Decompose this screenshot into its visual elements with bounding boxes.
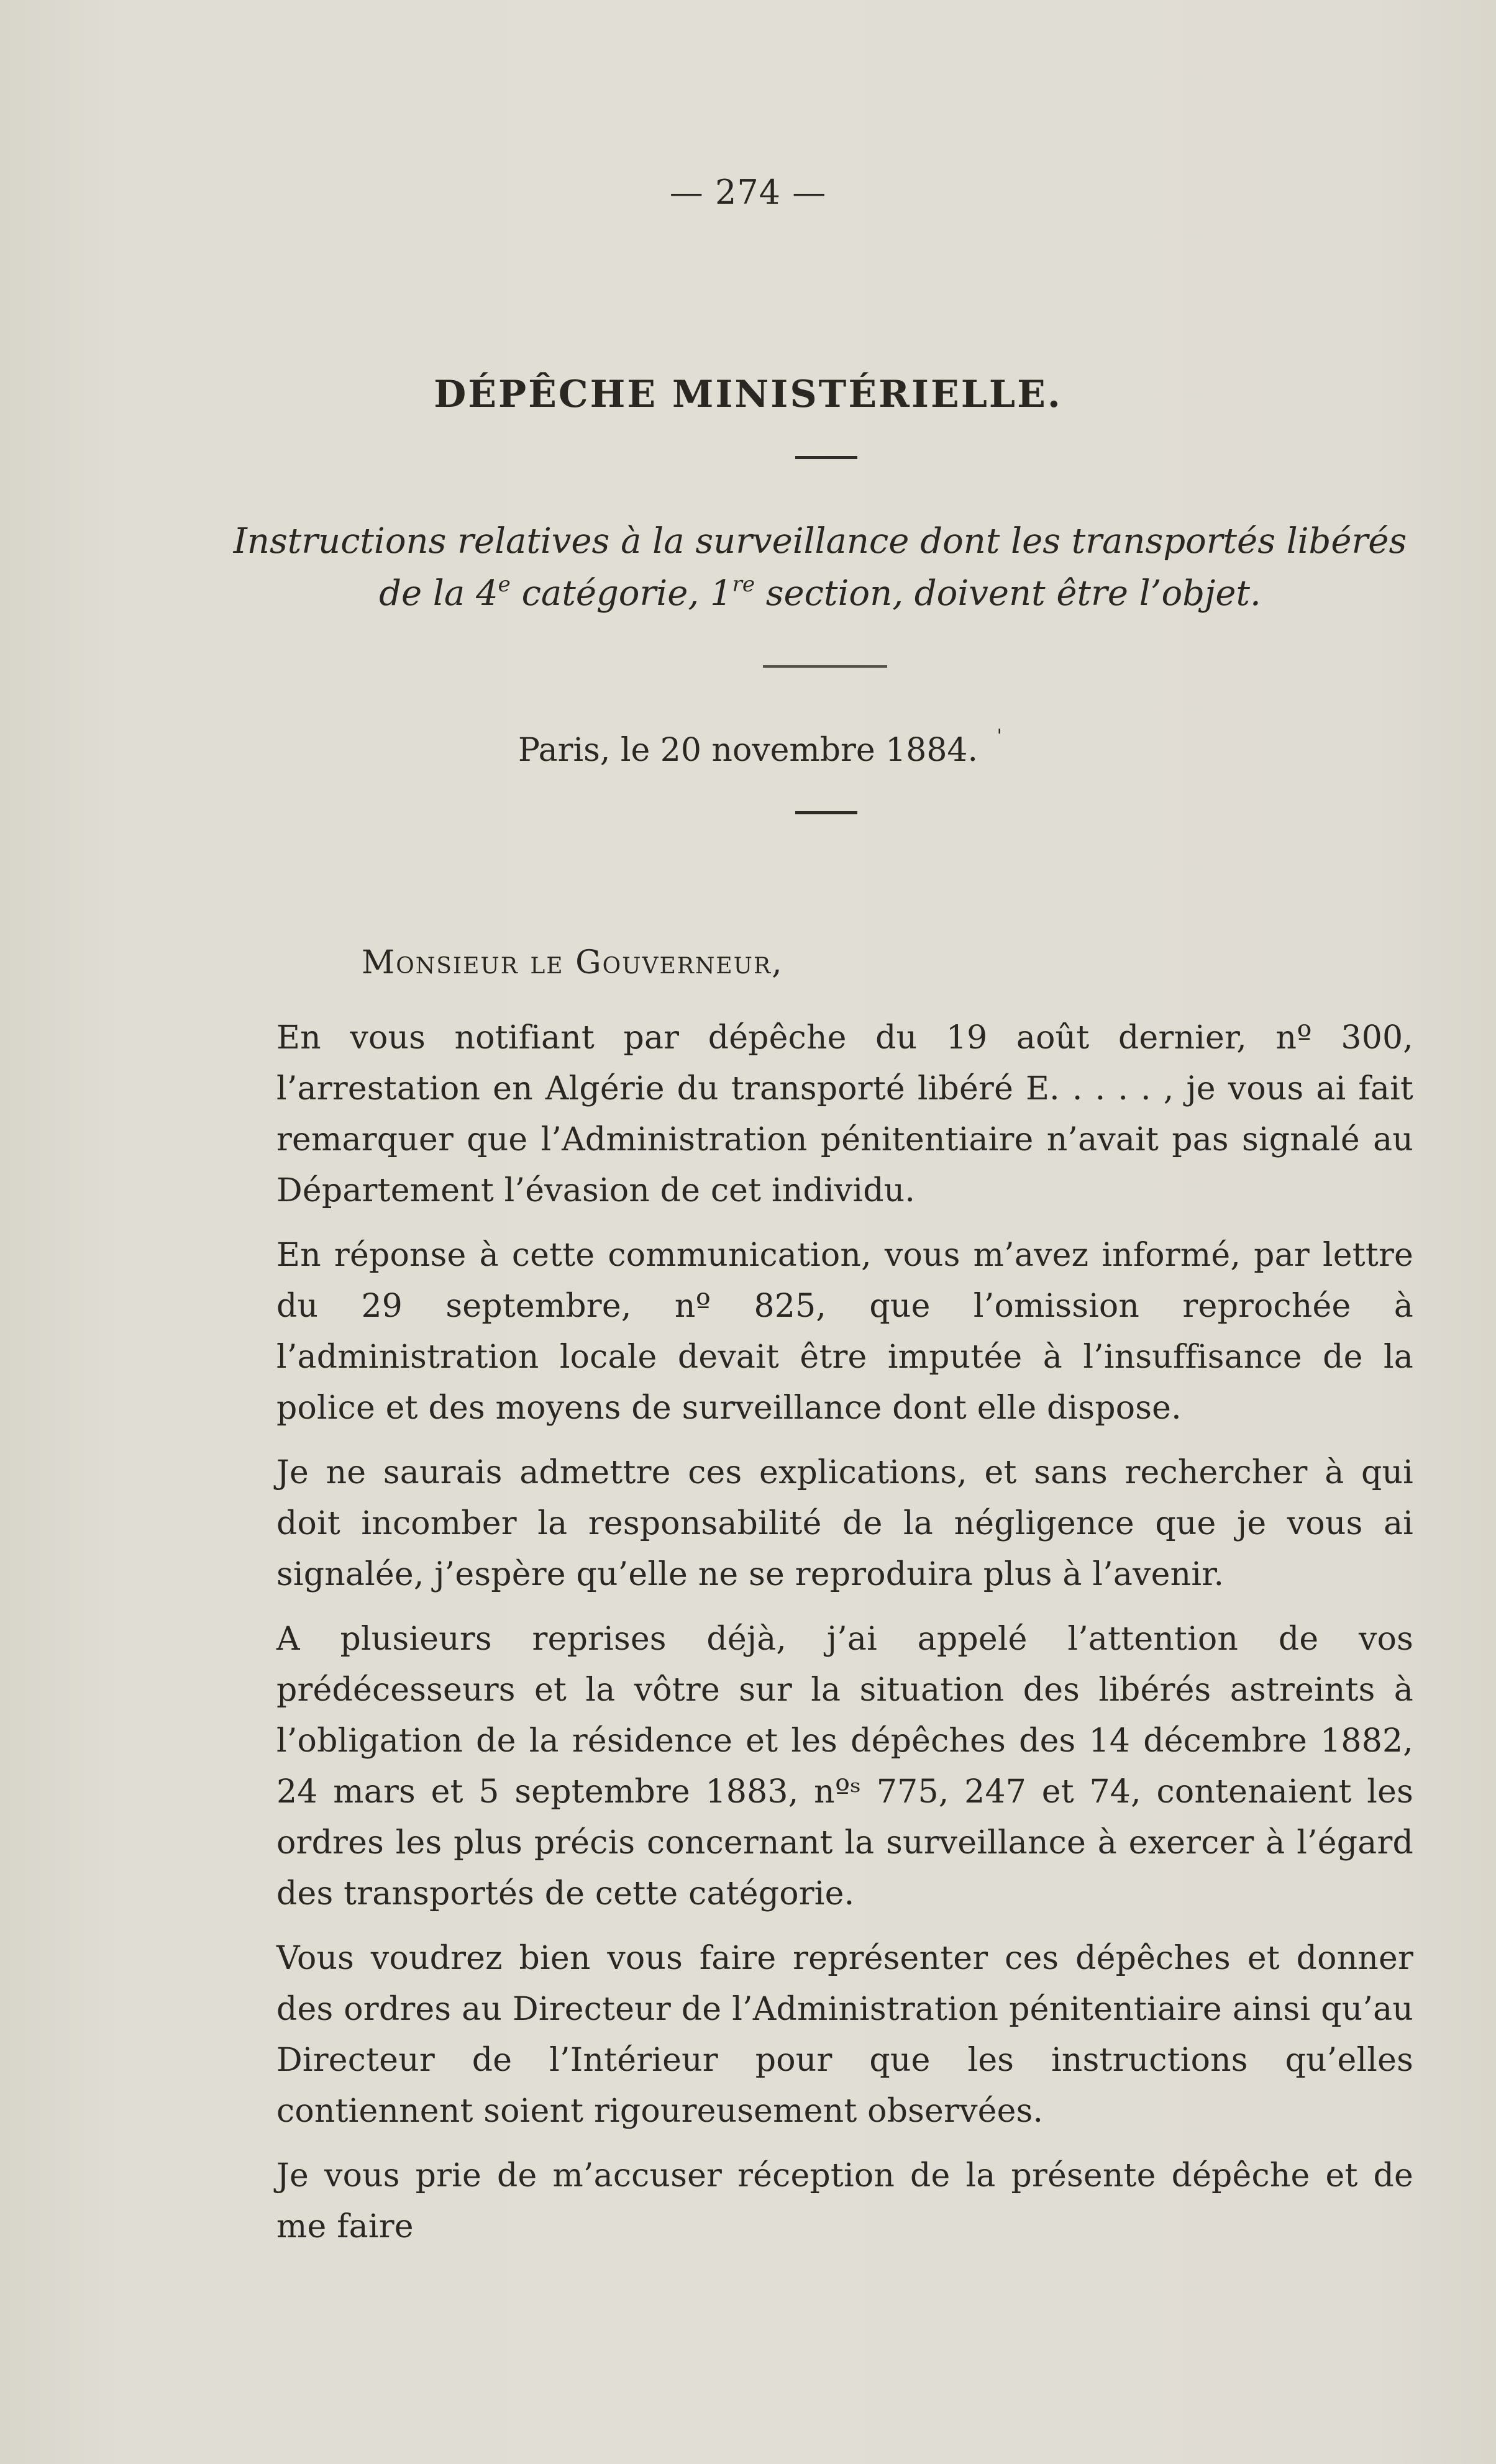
dateline-mark: ˈ [997,725,1003,750]
subtitle-line-2-part: catégorie, 1 [510,573,732,614]
subtitle-line-2 [224,568,1416,620]
dateline-text: Paris, le 20 novembre 1884. [518,732,978,769]
paragraph: Je ne saurais admettre ces explications, et sans rechercher à qui doit incomber la responsabilité de la négligence que je vous ai signalée, j’espère qu’elle ne se reproduira plus à l’avenir. [276,1454,1413,1593]
dateline [0,725,1496,769]
subtitle-superscript: re [732,572,755,597]
subtitle-rule [763,665,887,668]
page-number: — 274 — [669,173,827,212]
paragraph: Vous voudrez bien vous faire représenter ces dépêches et donner des ordres au Directeur de l’Administration pénitentiaire ainsi qu’au Directeur de l’Intérieur pour que les instructions qu’elles contiennent soient rigoureusement observées. [276,1940,1413,2130]
subtitle-line-1: Instructions relatives à la surveillance dont les transportés libérés [233,521,1407,561]
paragraph: En réponse à cette communication, vous m’avez informé, par lettre du 29 septembre, nº 825, que l’omission reprochée à l’administration locale devait être imputée à l’insuffisance de la police et des moyens de surveillance dont elle dispose. [276,1237,1413,1427]
paragraph: En vous notifiant par dépêche du 19 août dernier, nº 300, l’arrestation en Algérie du transporté libéré E. . . . . , je vous ai fait remarquer que l’Administration pénitentiaire n’avait pas signalé au Département l’évasion de cet individu. [276,1019,1413,1209]
subtitle-line-2-part: section, doivent être l’objet. [754,573,1261,614]
salutation: Monsieur le Gouverneur, [362,944,783,981]
body-text [276,1012,1413,2266]
title-rule [795,456,857,459]
subtitle-line-2-part: de la 4 [379,573,498,614]
paragraph: Je vous prie de m’accuser réception de la présente dépêche et de me faire [276,2157,1413,2245]
page-title: DÉPÊCHE MINISTÉRIELLE. [434,373,1062,416]
subtitle [224,516,1416,620]
subtitle-superscript: e [498,572,511,597]
dateline-rule [795,811,857,814]
paragraph: A plusieurs reprises déjà, j’ai appelé l’attention de vos prédécesseurs et la vôtre sur la situation des libérés astreints à l’obligation de la résidence et les dépêches des 14 décembre 1882, 24 mars et 5 septembre 1883, nºˢ 775, 247 et 74, contenaient les ordres les plus précis concernant la surveillance à exercer à l’égard des transportés de cette catégorie. [276,1621,1413,1912]
